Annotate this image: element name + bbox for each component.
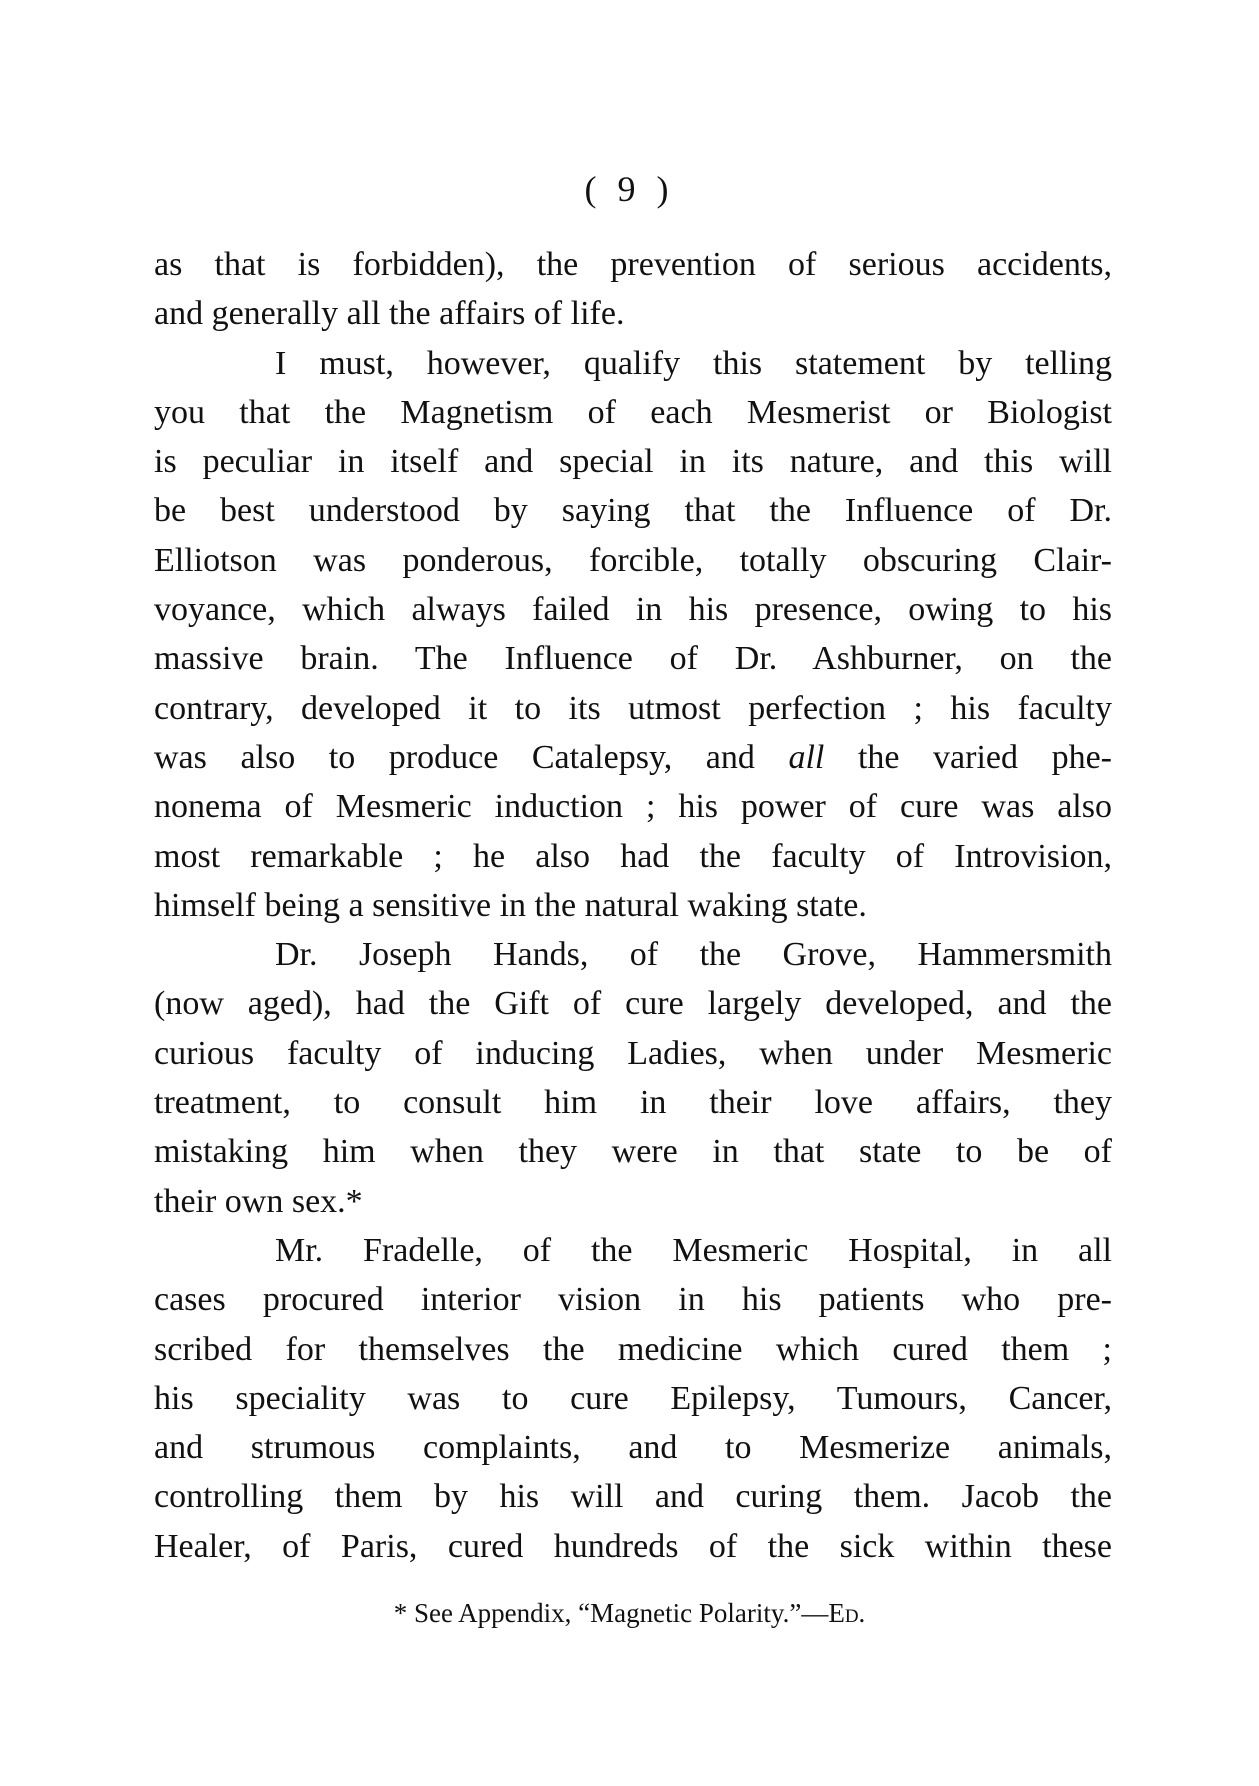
page-number: ( 9 ) (584, 169, 675, 209)
paragraph-4 (154, 1226, 1112, 1571)
text-line: voyance, which always failed in his presence, owing to his (154, 591, 1112, 629)
text-line: Elliotson was ponderous, forcible, totally obscuring Clair- (154, 541, 1112, 579)
text-line: is peculiar in itself and special in its nature, and this will (154, 443, 1112, 481)
text-line: controlling them by his will and curing them. Jacob the (154, 1478, 1112, 1516)
text-line: Healer, of Paris, cured hundreds of the sick within these (154, 1527, 1112, 1565)
text-line: their own sex.* (154, 1182, 363, 1220)
text-line: I must, however, qualify this statement by telling (275, 344, 1112, 382)
text-line: massive brain. The Influence of Dr. Ashburner, on the (154, 640, 1112, 678)
paragraph-1 (154, 240, 1112, 339)
text-line: be best understood by saying that the Influence of Dr. (154, 492, 1112, 530)
text-segment: the varied phe- (824, 738, 1112, 776)
paragraph-3 (154, 930, 1112, 1226)
text-line: most remarkable ; he also had the faculty of Introvision, (154, 837, 1112, 875)
text-line: curious faculty of inducing Ladies, when under Mesmeric (154, 1034, 1112, 1072)
text-line-emphasis (154, 733, 1112, 782)
text-line: mistaking him when they were in that state to be of (154, 1133, 1112, 1171)
footnote (0, 1598, 1259, 1629)
text-line: and generally all the affairs of life. (154, 295, 625, 333)
text-line: you that the Magnetism of each Mesmerist or Biologist (154, 393, 1112, 431)
text-line: as that is forbidden), the prevention of serious accidents, (154, 246, 1112, 283)
body-text (154, 240, 1112, 1571)
text-line: treatment, to consult him in their love affairs, they (154, 1084, 1112, 1122)
text-line: Dr. Joseph Hands, of the Grove, Hammersmith (275, 936, 1112, 974)
text-line: and strumous complaints, and to Mesmerize animals, (154, 1429, 1112, 1467)
text-line: scribed for themselves the medicine which cured them ; (154, 1330, 1112, 1368)
text-line: (now aged), had the Gift of cure largely developed, and the (154, 985, 1112, 1023)
footnote-editor-abbr: Ed. (828, 1598, 866, 1628)
text-line: his speciality was to cure Epilepsy, Tumours, Cancer, (154, 1379, 1112, 1417)
italic-word: all (788, 738, 825, 776)
text-segment: was also to produce Catalepsy, and (154, 738, 789, 776)
footnote-text: * See Appendix, “Magnetic Polarity.”— (393, 1598, 829, 1628)
text-line: himself being a sensitive in the natural waking state. (154, 886, 867, 924)
text-line: contrary, developed it to its utmost perfection ; his faculty (154, 689, 1112, 727)
text-line: Mr. Fradelle, of the Mesmeric Hospital, in all (275, 1231, 1112, 1269)
text-line: cases procured interior vision in his patients who pre- (154, 1281, 1112, 1319)
text-line: nonema of Mesmeric induction ; his power of cure was also (154, 788, 1112, 826)
paragraph-2 (154, 339, 1112, 931)
